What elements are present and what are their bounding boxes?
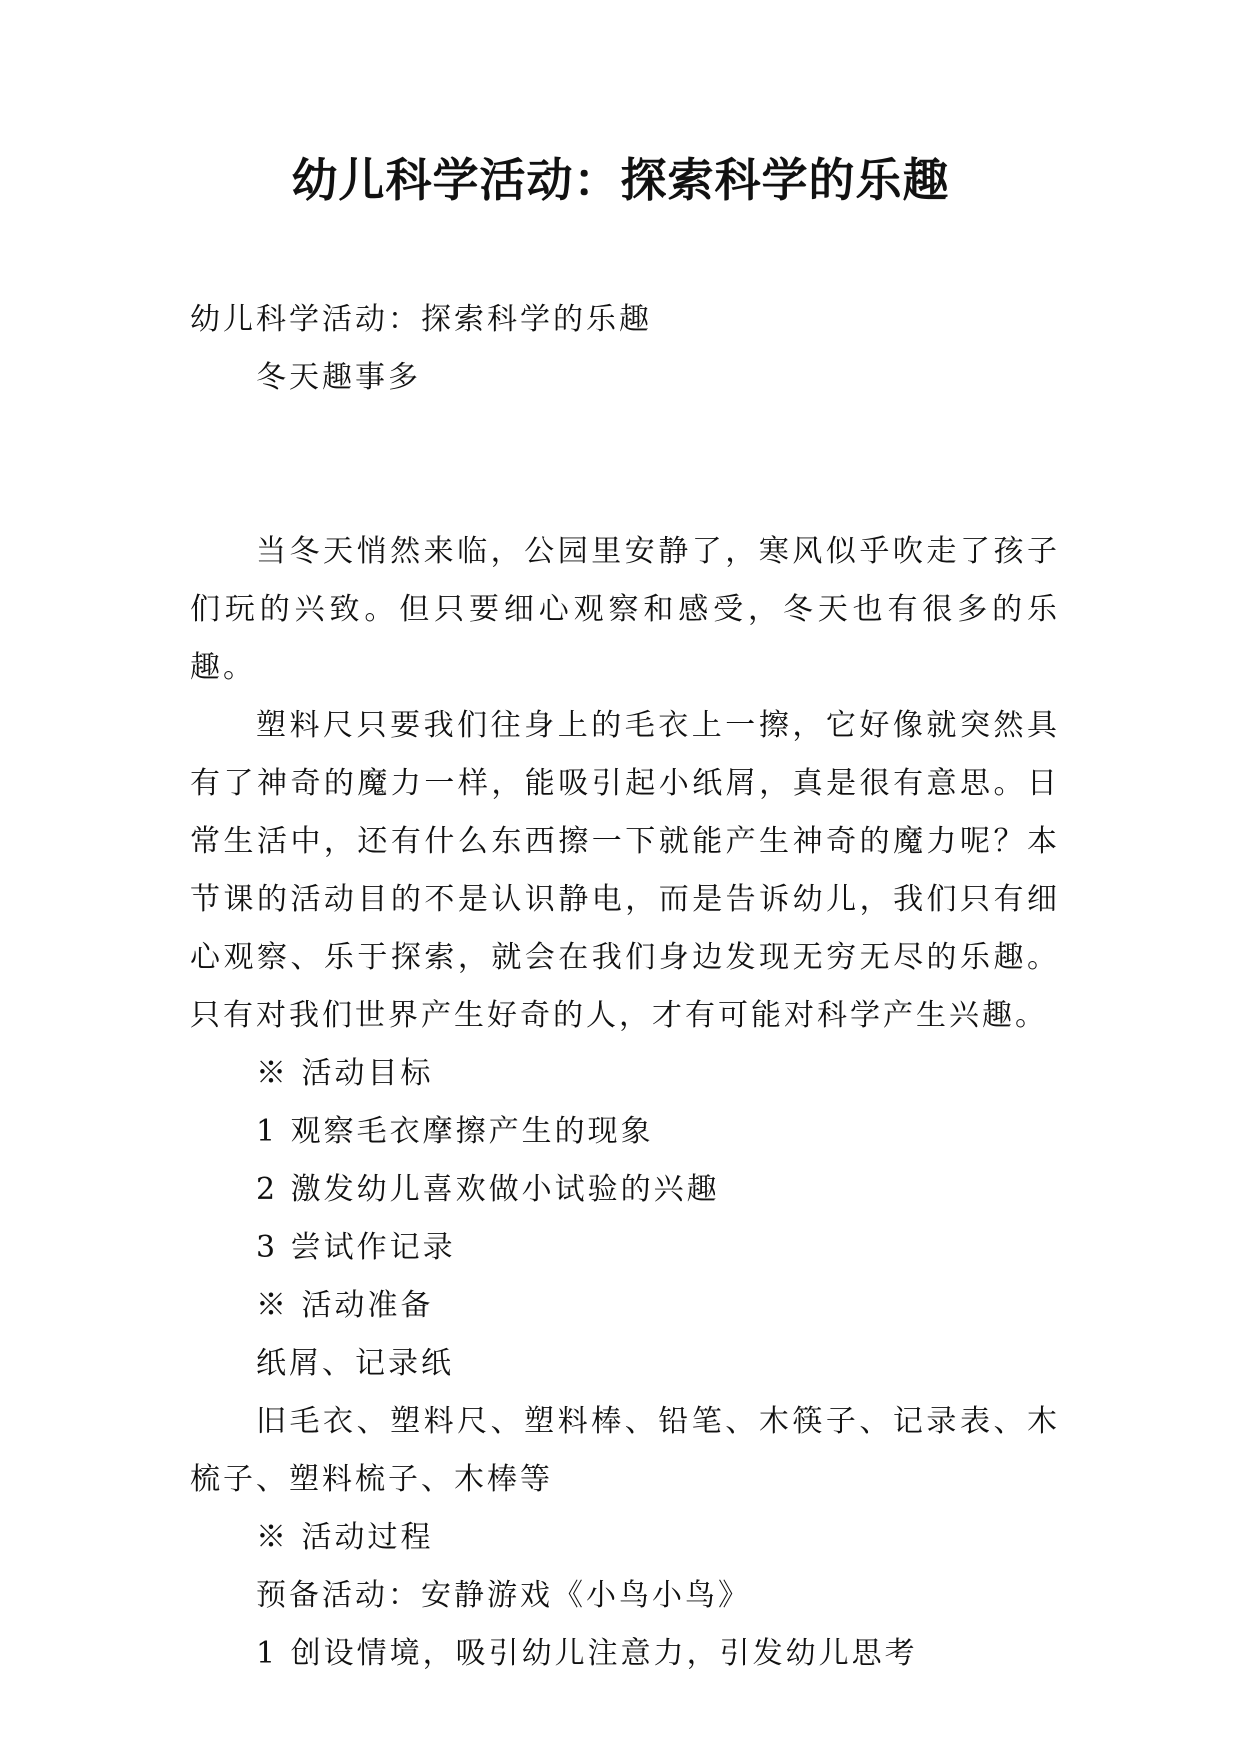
document-body	[190, 291, 1060, 1683]
paragraph-heading: 幼儿科学活动：探索科学的乐趣	[190, 302, 652, 337]
paragraph-subtitle: 冬天趣事多	[256, 360, 421, 395]
paragraph: 旧毛衣、塑料尺、塑料棒、铅笔、木筷子、记录表、木梳子、塑料梳子、木棒等	[190, 1404, 1060, 1497]
section-heading-process: ※ 活动过程	[256, 1520, 434, 1555]
list-item: 3 尝试作记录	[256, 1230, 456, 1265]
list-item: 2 激发幼儿喜欢做小试验的兴趣	[256, 1172, 720, 1207]
document-title: 幼儿科学活动：探索科学的乐趣	[291, 153, 950, 207]
list-item: 1 创设情境，吸引幼儿注意力，引发幼儿思考	[256, 1636, 918, 1671]
list-item: 1 观察毛衣摩擦产生的现象	[256, 1114, 654, 1149]
section-heading-preparation: ※ 活动准备	[256, 1288, 434, 1323]
paragraph: 纸屑、记录纸	[256, 1346, 454, 1381]
paragraph: 当冬天悄然来临，公园里安静了，寒风似乎吹走了孩子们玩的兴致。但只要细心观察和感受，冬天也有很多的乐趣。	[190, 534, 1060, 685]
paragraph: 预备活动：安静游戏《小鸟小鸟》	[256, 1578, 751, 1613]
blank-line	[190, 407, 1060, 523]
paragraph: 塑料尺只要我们往身上的毛衣上一擦，它好像就突然具有了神奇的魔力一样，能吸引起小纸屑，真是很有意思。日常生活中，还有什么东西擦一下就能产生神奇的魔力呢？本节课的活动目的不是认识静电，而是告诉幼儿，我们只有细心观察、乐于探索，就会在我们身边发现无穷无尽的乐趣。只有对我们世界产生好奇的人，才有可能对科学产生兴趣。	[190, 708, 1060, 1033]
section-heading-goals: ※ 活动目标	[256, 1056, 434, 1091]
